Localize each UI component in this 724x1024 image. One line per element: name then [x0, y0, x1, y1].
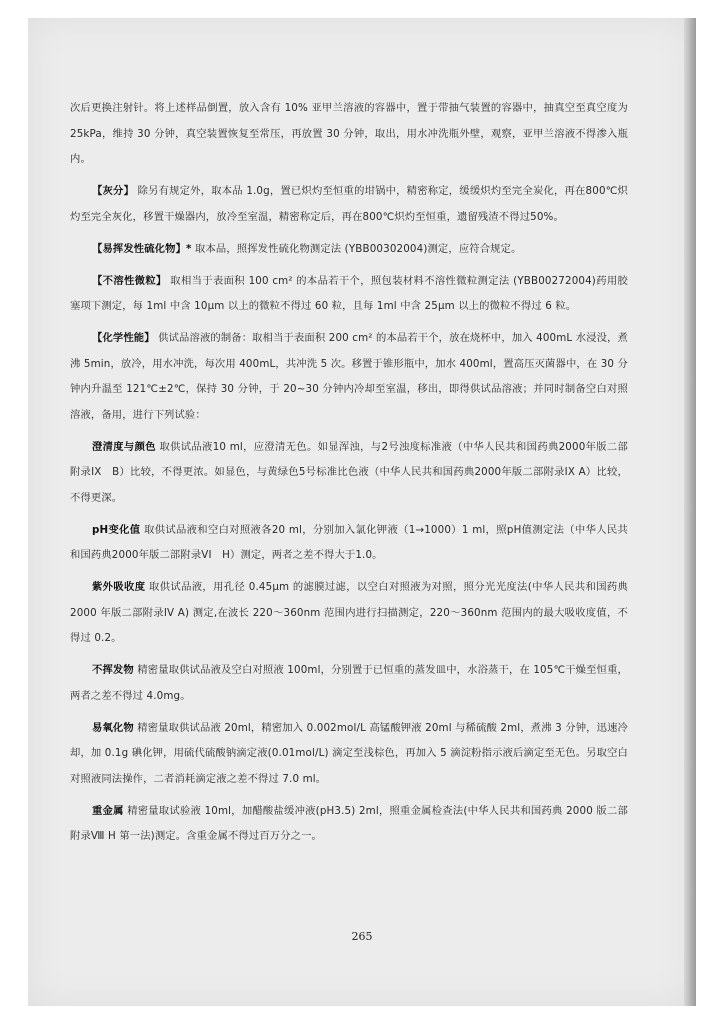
paragraph-text: 次后更换注射针。将上述样品倒置，放入含有 10% 亚甲兰溶液的容器中，置于带抽气装置的容器中，抽真空至真空度为 25kPa，维持 30 分钟，真空装置恢复至常压，再放置 30 分钟，取出，用水冲洗瓶外壁，观察，亚甲兰溶液不得渗入瓶内。 — [70, 102, 628, 165]
paragraph-nonvolatile — [70, 658, 628, 709]
paragraph-text: 精密量取供试品液 20ml，精密加入 0.002mol/L 高锰酸钾液 20ml 与稀硫酸 2ml，煮沸 3 分钟，迅速冷却，加 0.1g 碘化钾，用硫代硫酸钠滴定液(0.01mol/L) 滴定至浅棕色，再加入 5 滴淀粉指示液后滴定至无色。另取空白对照液同法操作，二者消耗滴定液之差不得过 7.0 ml。 — [70, 721, 628, 785]
paragraph-text: 取相当于表面积 100 cm² 的本品若干个，照包装材料不溶性微粒测定法 (YBB00272004)药用胶塞项下测定，每 1ml 中含 10μm 以上的微粒不得过 60 粒，且每 1ml 中含 25μm 以上的微粒不得过 6 粒。 — [70, 274, 628, 312]
paragraph-oxidizable — [70, 716, 628, 793]
paragraph-text: 取供试品液，用孔径 0.45μm 的滤膜过滤，以空白对照液为对照，照分光光度法(中华人民共和国药典 2000 年版二部附录IV A) 测定,在波长 220～360nm 范围内进行扫描测定，220～360nm 范围内的最大吸收度值，不得过 0.2。 — [70, 581, 628, 644]
paragraph-text: 供试品溶液的制备：取相当于表面积 200 cm² 的本品若干个，放在烧杯中，加入 400mL 水浸没，煮沸 5min，放冷，用水冲洗，每次用 400mL，共冲洗 5 次。移置于锥形瓶中，加水 400ml，置高压灭菌器中，在 30 分钟内升温至 121℃±2℃，保持 30 分钟，于 20~30 分钟内冷却至室温，移出，即得供试品溶液；并同时制备空白对照溶液，备用，进行下列试验： — [70, 332, 628, 421]
paragraph-text: 精密量取试验液 10ml，加醋酸盐缓冲液(pH3.5) 2ml，照重金属检查法(中华人民共和国药典 2000 版二部附录Ⅷ H 第一法)测定。含重金属不得过百万分之一。 — [70, 804, 628, 842]
paragraph-leak-test-end — [70, 96, 628, 173]
paragraph-text: 精密量取供试品液及空白对照液 100ml，分别置于已恒重的蒸发皿中，水浴蒸干，在 105℃干燥至恒重，两者之差不得过 4.0mg。 — [70, 664, 628, 702]
section-heading: 易氧化物 — [92, 721, 134, 734]
paragraph-heavy-metals — [70, 799, 628, 850]
section-heading: 不挥发物 — [92, 664, 134, 676]
section-heading: 【不溶性微粒】 — [92, 274, 167, 287]
section-heading: 重金属 — [92, 804, 124, 817]
paragraph-text: 取本品，照挥发性硫化物测定法 (YBB00302004)测定，应符合规定。 — [195, 242, 522, 255]
paragraph-insoluble-particles — [70, 269, 628, 320]
section-heading: 【化学性能】 — [92, 332, 155, 344]
page-edge-shadow — [684, 18, 696, 1006]
paragraph-text: 取供试品液10 ml，应澄清无色。如显浑浊，与2号浊度标准液（中华人民共和国药典2000年版二部附录IX B）比较，不得更浓。如显色，与黄绿色5号标准比色液（中华人民共和国药典2000年版二部附录IX A）比较，不得更深。 — [70, 440, 628, 504]
section-heading: 紫外吸收度 — [92, 581, 146, 593]
section-heading: 【易挥发性硫化物】* — [92, 242, 192, 255]
paragraph-chemical-properties — [70, 326, 628, 428]
page-body — [70, 96, 628, 856]
paragraph-volatile-sulfide — [70, 237, 628, 263]
section-heading: 澄清度与颜色 — [92, 440, 156, 453]
section-heading: pH变化值 — [92, 523, 141, 536]
paragraph-text: 取供试品液和空白对照液各20 ml，分别加入氯化钾液（1→1000）1 ml，照pH值测定法（中华人民共和国药典2000年版二部附录VI H）测定，两者之差不得大于1.0。 — [70, 523, 628, 561]
paragraph-text: 除另有规定外，取本品 1.0g，置已炽灼至恒重的坩锅中，精密称定，缓缓炽灼至完全炭化，再在800℃炽灼至完全灰化，移置干燥器内，放冷至室温，精密称定后，再在800℃炽灼至恒重，遗留残渣不得过50%。 — [70, 185, 628, 223]
section-heading: 【灰分】 — [92, 185, 135, 197]
paragraph-ash — [70, 179, 628, 230]
paragraph-ph-change — [70, 518, 628, 569]
paragraph-uv-absorbance — [70, 575, 628, 652]
page-number: 265 — [351, 930, 373, 943]
paragraph-clarity-color — [70, 435, 628, 512]
